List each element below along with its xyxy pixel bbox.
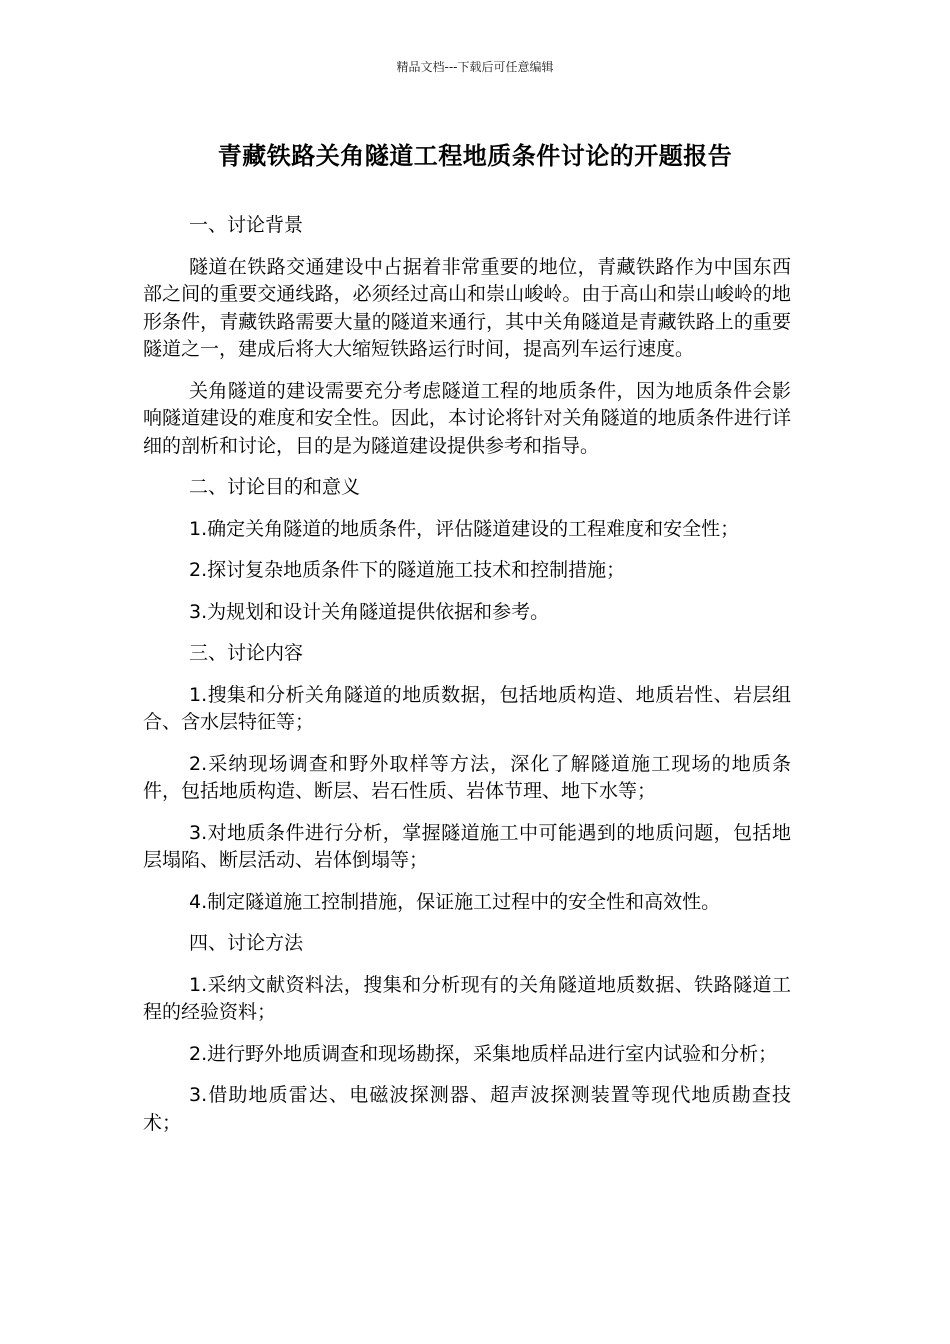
paragraph-background-2: 关角隧道的建设需要充分考虑隧道工程的地质条件，因为地质条件会影响隧道建设的难度和安全性。因此，本讨论将针对关角隧道的地质条件进行详细的剖析和讨论，目的是为隧道建设提供参考和指导。 bbox=[143, 379, 791, 457]
document-body bbox=[143, 212, 791, 1151]
section-heading-purpose: 二、讨论目的和意义 bbox=[189, 476, 361, 498]
section-heading-background: 一、讨论背景 bbox=[189, 214, 304, 236]
document-title: 青藏铁路关角隧道工程地质条件讨论的开题报告 bbox=[217, 142, 733, 170]
content-item-2: 2.采纳现场调查和野外取样等方法，深化了解隧道施工现场的地质条件，包括地质构造、断层、岩石性质、岩体节理、地下水等； bbox=[143, 752, 791, 802]
content-item-4: 4.制定隧道施工控制措施，保证施工过程中的安全性和高效性。 bbox=[189, 890, 721, 913]
method-item-2: 2.进行野外地质调查和现场勘探，采集地质样品进行室内试验和分析； bbox=[189, 1042, 778, 1065]
content-item-3: 3.对地质条件进行分析，掌握隧道施工中可能遇到的地质问题，包括地层塌陷、断层活动、岩体倒塌等； bbox=[143, 821, 791, 871]
section-heading-methods: 四、讨论方法 bbox=[189, 932, 304, 954]
paragraph-background-1: 隧道在铁路交通建设中占据着非常重要的地位，青藏铁路作为中国东西部之间的重要交通线路，必须经过高山和崇山峻岭。由于高山和崇山峻岭的地形条件，青藏铁路需要大量的隧道来通行，其中关角隧道是青藏铁路上的重要隧道之一，建成后将大大缩短铁路运行时间，提高列车运行速度。 bbox=[143, 255, 791, 360]
purpose-item-1: 1.确定关角隧道的地质条件，评估隧道建设的工程难度和安全性； bbox=[189, 517, 740, 540]
purpose-item-3: 3.为规划和设计关角隧道提供依据和参考。 bbox=[189, 600, 550, 623]
header-note: 精品文档---下载后可任意编辑 bbox=[396, 60, 554, 74]
method-item-3: 3.借助地质雷达、电磁波探测器、超声波探测装置等现代地质勘查技术； bbox=[143, 1084, 791, 1134]
section-heading-content: 三、讨论内容 bbox=[189, 642, 304, 664]
content-item-1: 1.搜集和分析关角隧道的地质数据，包括地质构造、地质岩性、岩层组合、含水层特征等； bbox=[143, 683, 791, 733]
method-item-1: 1.采纳文献资料法，搜集和分析现有的关角隧道地质数据、铁路隧道工程的经验资料； bbox=[143, 973, 791, 1023]
purpose-item-2: 2.探讨复杂地质条件下的隧道施工技术和控制措施； bbox=[189, 559, 626, 581]
